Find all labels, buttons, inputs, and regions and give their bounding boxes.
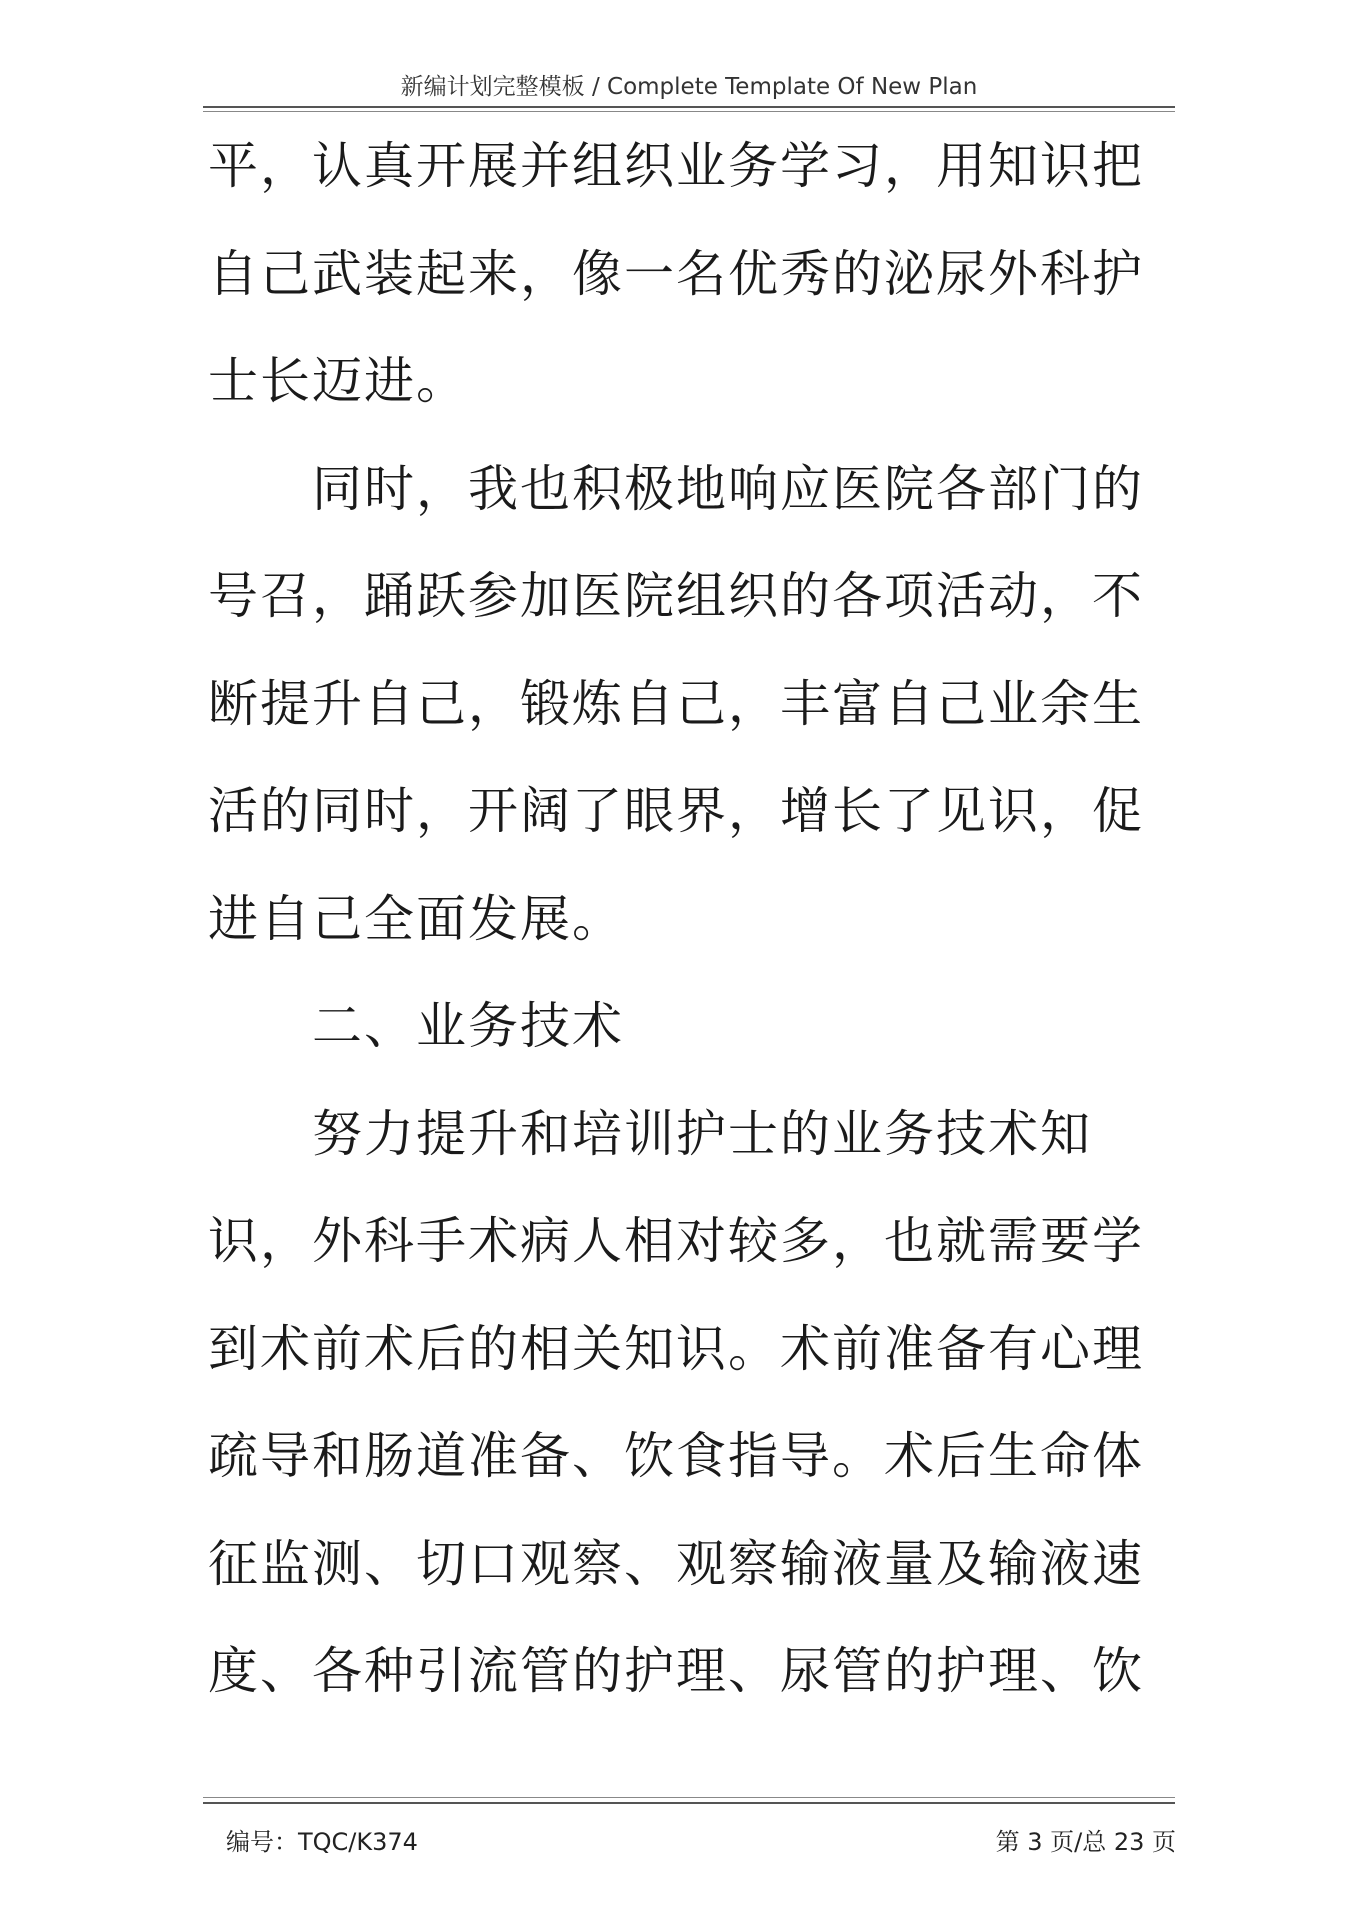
header-divider-thin [203,111,1175,112]
footer-divider-thin [203,1797,1175,1798]
body-line: 努力提升和培训护士的业务技术知 [312,1104,1092,1163]
page-header-title: 新编计划完整模板 / Complete Template Of New Plan [400,74,978,100]
body-line: 疏导和肠道准备、饮食指导。术后生命体 [208,1427,1144,1485]
body-line: 征监测、切口观察、观察输液量及输液速 [208,1534,1144,1593]
document-number: 编号：TQC/K374 [226,1828,418,1856]
footer-divider [203,1802,1175,1804]
body-line: 自己武装起来，像一名优秀的泌尿外科护 [208,244,1144,303]
page-number: 第 3 页/总 23 页 [995,1828,1176,1856]
body-line: 同时，我也积极地响应医院各部门的 [312,459,1144,518]
body-line: 断提升自己，锻炼自己，丰富自己业余生 [208,674,1144,733]
body-line: 度、各种引流管的护理、尿管的护理、饮 [208,1642,1144,1700]
document-body [208,113,1144,1726]
body-line: 进自己全面发展。 [208,889,624,948]
body-line: 平，认真开展并组织业务学习，用知识把 [208,137,1144,195]
section-heading: 二、业务技术 [312,997,624,1055]
body-line: 号召，踊跃参加医院组织的各项活动，不 [208,567,1144,625]
body-line: 活的同时，开阔了眼界，增长了见识，促 [208,782,1144,840]
header-divider [203,106,1175,108]
body-line: 识，外科手术病人相对较多，也就需要学 [208,1212,1144,1270]
body-line: 士长迈进。 [208,352,468,410]
body-line: 到术前术后的相关知识。术前准备有心理 [208,1319,1144,1378]
